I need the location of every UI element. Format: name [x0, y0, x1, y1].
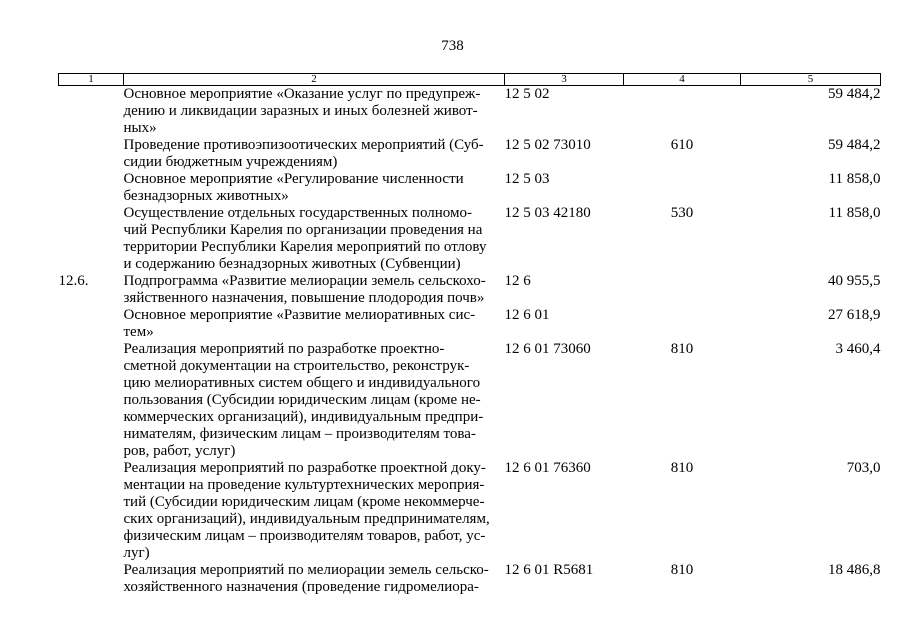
- row-expense-type: 810: [670, 562, 694, 578]
- row-expense-type: 610: [670, 137, 694, 153]
- row-number: [59, 86, 124, 138]
- row-name: Основное мероприятие «Развитие мелиоративных сис- тем»: [123, 307, 476, 340]
- table-row: [59, 562, 881, 596]
- row-expense-type: [624, 273, 741, 307]
- row-name: Реализация мероприятий по разработке проектно- сметной документации на строительство, реконструк- цию мелиоративных систем общего и индивидуального пользования (Субсидии юридическим лицам (кроме не- коммерческих организаций), индивидуальным предпри- нимателям, физическим лицам – производителям това- ров, работ, услуг): [123, 341, 484, 459]
- column-header-1: 1: [59, 74, 124, 86]
- table-row: [59, 273, 881, 307]
- row-number: [59, 307, 124, 341]
- row-code: 12 6 01: [504, 307, 550, 323]
- row-amount: 11 858,0: [828, 205, 881, 221]
- row-expense-type: [624, 171, 741, 205]
- row-amount: 27 618,9: [828, 307, 881, 323]
- row-name: Основное мероприятие «Оказание услуг по предупреж- дению и ликвидации заразных и иных болезней живот- ных»: [123, 86, 481, 136]
- row-expense-type: 810: [670, 460, 694, 476]
- row-code: 12 6 01 R5681: [504, 562, 594, 578]
- row-expense-type: [624, 307, 741, 341]
- page-number: 738: [441, 38, 464, 54]
- table-row: [59, 205, 881, 273]
- row-code: 12 6 01 73060: [504, 341, 591, 357]
- row-name: Проведение противоэпизоотических мероприятий (Суб- сидии бюджетным учреждениям): [123, 137, 484, 170]
- row-number: [59, 341, 124, 460]
- row-number: [59, 562, 124, 596]
- row-name: Осуществление отдельных государственных полномо- чий Республики Карелия по организации проведения на территории Республики Карелия мероприятий по отлову и содержанию безнадзорных животных (Субвенции): [123, 205, 487, 272]
- row-amount: 703,0: [846, 460, 881, 476]
- row-name: Подпрограмма «Развитие мелиорации земель сельскохо- зяйственного назначения, повышение плодородия почв»: [123, 273, 486, 306]
- table-row: [59, 460, 881, 562]
- table-row: [59, 307, 881, 341]
- row-expense-type: 530: [670, 205, 694, 221]
- row-number: [59, 171, 124, 205]
- row-name: Основное мероприятие «Регулирование численности безнадзорных животных»: [123, 171, 464, 204]
- column-header-5: 5: [741, 74, 881, 86]
- row-code: 12 6: [504, 273, 531, 289]
- table-row: [59, 86, 881, 138]
- table-row: [59, 137, 881, 171]
- row-amount: 59 484,2: [828, 137, 881, 153]
- table-row: [59, 341, 881, 460]
- row-number: [59, 205, 124, 273]
- header-row: [59, 74, 881, 86]
- budget-table: [58, 73, 881, 596]
- column-header-2: 2: [124, 74, 505, 86]
- row-name: Реализация мероприятий по разработке проектной доку- ментации на проведение культуртехнических мероприя- тий (Субсидии юридическим лицам (кроме некоммерче- ских организаций), индивидуальным предпринимателям, физическим лицам – производителям товаров, работ, ус- луг): [123, 460, 490, 561]
- row-amount: 18 486,8: [828, 562, 881, 578]
- row-code: 12 5 02 73010: [504, 137, 591, 153]
- row-amount: 40 955,5: [828, 273, 881, 289]
- column-header-3: 3: [505, 74, 624, 86]
- row-code: 12 5 03: [504, 171, 550, 187]
- row-number: 12.6.: [58, 273, 89, 289]
- column-header-4: 4: [624, 74, 741, 86]
- row-amount: 3 460,4: [835, 341, 881, 357]
- table-row: [59, 171, 881, 205]
- row-name: Реализация мероприятий по мелиорации земель сельско- хозяйственного назначения (проведение гидромелиора-: [123, 562, 489, 595]
- row-code: 12 5 02: [504, 86, 550, 102]
- row-expense-type: [624, 86, 741, 138]
- row-code: 12 5 03 42180: [504, 205, 591, 221]
- row-number: [59, 460, 124, 562]
- row-code: 12 6 01 76360: [504, 460, 591, 476]
- row-number: [59, 137, 124, 171]
- row-amount: 11 858,0: [828, 171, 881, 187]
- row-amount: 59 484,2: [828, 86, 881, 102]
- row-expense-type: 810: [670, 341, 694, 357]
